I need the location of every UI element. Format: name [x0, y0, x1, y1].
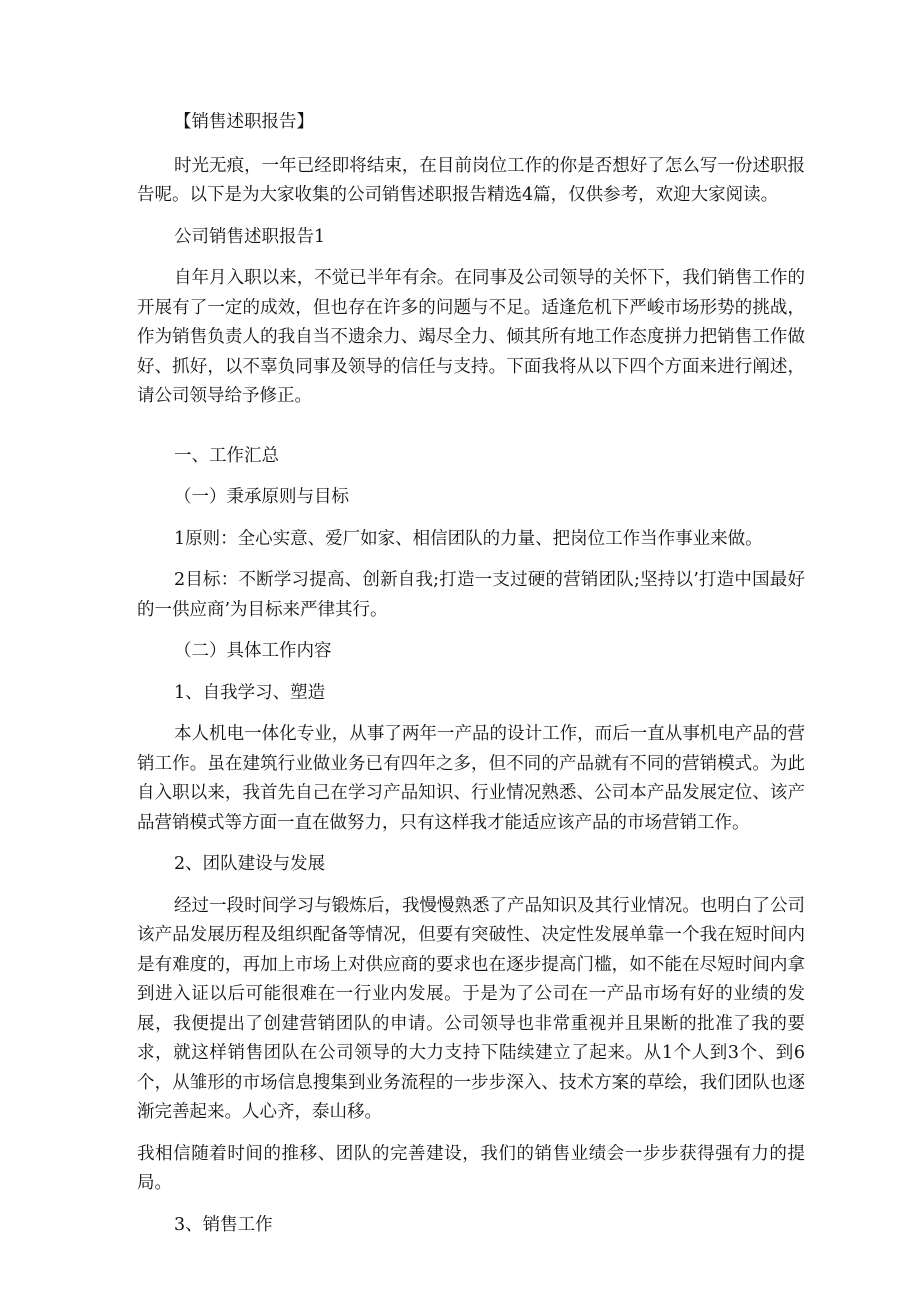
report-title: 公司销售述职报告1: [174, 226, 326, 247]
opening-paragraph: 自年月入职以来，不觉已半年有余。在同事及公司领导的关怀下，我们销售工作的开展有了一定的成效，但也存在许多的问题与不足。适逢危机下严峻市场形势的挑战，作为销售负责人的我自当不遗余力、竭尽全力、倾其所有地工作态度拼力把销售工作做好、抓好，以不辜负同事及领导的信任与支持。下面我将从以下四个方面来进行阐述，请公司领导给予修正。: [137, 268, 805, 406]
item-heading-sales-work: 3、销售工作: [174, 1214, 273, 1235]
intro-paragraph: 时光无痕，一年已经即将结束，在目前岗位工作的你是否想好了怎么写一份述职报告呢。以下是为大家收集的公司销售述职报告精选4篇，仅供参考，欢迎大家阅读。: [137, 155, 805, 205]
item-heading-team-building: 2、团队建设与发展: [174, 854, 326, 874]
subsection-heading-work-content: （二）具体工作内容: [174, 641, 332, 661]
self-learning-paragraph: 本人机电一体化专业，从事了两年一产品的设计工作，而后一直从事机电产品的营销工作。虽在建筑行业做业务已有四年之多，但不同的产品就有不同的营销模式。为此自入职以来，我首先自己在学习产品知识、行业情况熟悉、公司本产品发展定位、该产品营销模式等方面一直在做努力，只有这样我才能适应该产品的市场营销工作。: [137, 724, 805, 833]
subsection-heading-principles: （一）秉承原则与目标: [174, 487, 349, 507]
document-body: [137, 108, 805, 1240]
goal-paragraph: 2目标：不断学习提高、创新自我;打造一支过硬的营销团队;坚持以’打造中国最好的一供应商’为目标来严律其行。: [137, 570, 805, 620]
principle-paragraph: 1原则：全心实意、爱厂如家、相信团队的力量、把岗位工作当作事业来做。: [174, 528, 763, 549]
item-heading-self-learning: 1、自我学习、塑造: [174, 682, 326, 703]
header-title: 【销售述职报告】: [174, 112, 314, 132]
conclusion-paragraph: 我相信随着时间的推移、团队的完善建设，我们的销售业绩会一步步获得强有力的提局。: [137, 1143, 805, 1193]
team-building-paragraph: 经过一段时间学习与锻炼后，我慢慢熟悉了产品知识及其行业情况。也明白了公司该产品发展历程及组织配备等情况，但要有突破性、决定性发展单靠一个我在短时间内是有难度的，再加上市场上对供应商的要求也在逐步提高门槛，如不能在尽短时间内拿到进入证以后可能很难在一行业内发展。于是为了公司在一产品市场有好的业绩的发展，我便提出了创建营销团队的申请。公司领导也非常重视并且果断的批准了我的要求，就这样销售团队在公司领导的大力支持下陆续建立了起来。从1个人到3个、到6个，从雏形的市场信息搜集到业务流程的一步步深入、技术方案的草绘，我们团队也逐渐完善起来。人心齐，泰山移。: [137, 895, 805, 1122]
section-heading-work-summary: 一、工作汇总: [174, 445, 279, 466]
